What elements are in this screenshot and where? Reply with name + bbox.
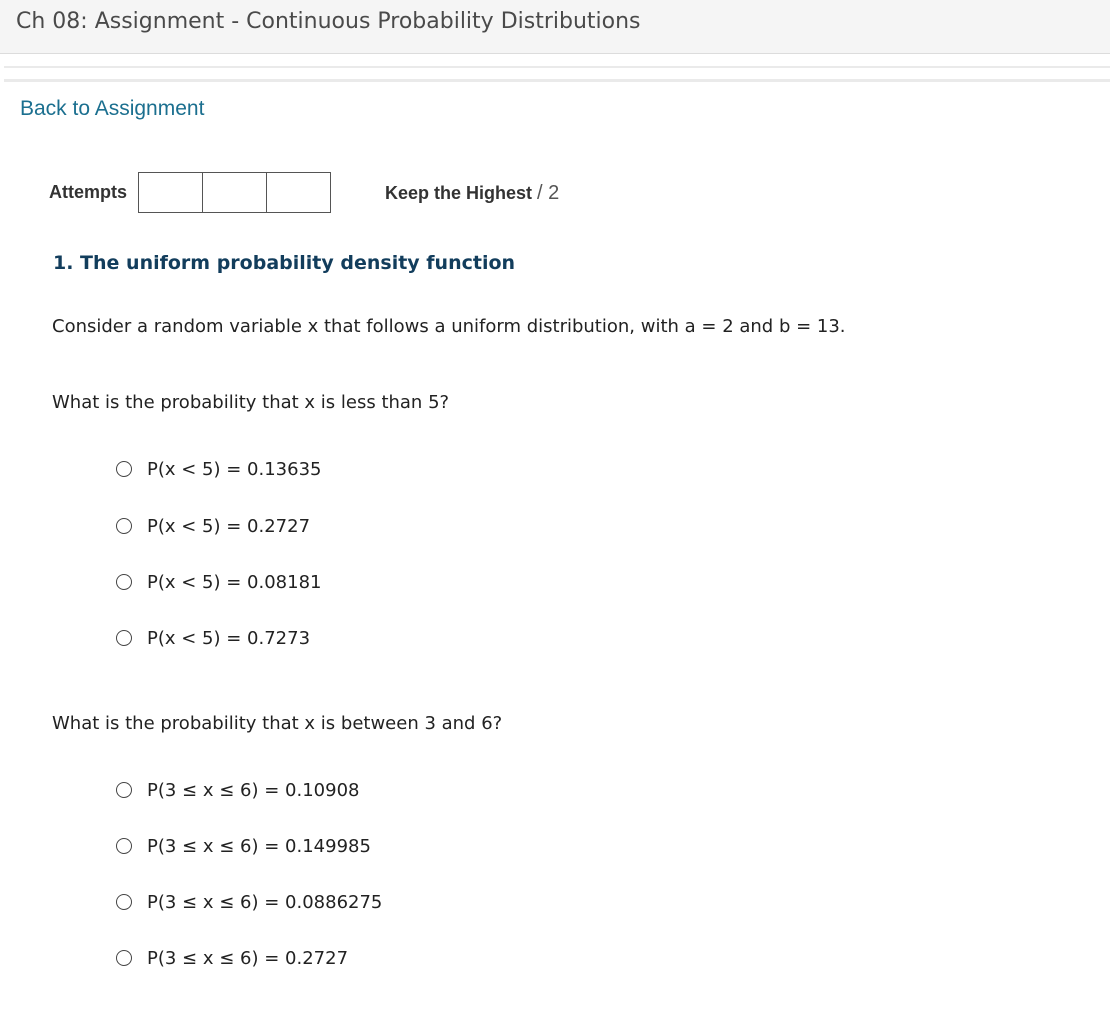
back-to-assignment-link[interactable]: Back to Assignment [20,97,205,120]
option-label: P(3 ≤ x ≤ 6) = 0.0886275 [147,891,383,913]
answer-option[interactable] [116,779,359,801]
grading-policy [385,182,559,205]
question-prompt: What is the probability that x is less than 5? [52,392,450,413]
radio-button[interactable] [116,574,132,590]
answer-option[interactable] [116,515,310,537]
header-bar [0,0,1110,54]
score-total: / 2 [537,182,560,204]
answer-option[interactable] [116,947,348,969]
radio-button[interactable] [116,838,132,854]
attempt-box [202,172,267,213]
question-title: 1. The uniform probability density function [53,252,516,274]
page-title: Ch 08: Assignment - Continuous Probability Distributions [16,9,641,34]
radio-button[interactable] [116,630,132,646]
answer-option[interactable] [116,627,310,649]
answer-option[interactable] [116,458,322,480]
attempts-label: Attempts [49,182,128,202]
option-label: P(x < 5) = 0.13635 [147,458,322,480]
option-label: P(x < 5) = 0.7273 [147,627,311,649]
radio-button[interactable] [116,518,132,534]
option-label: P(3 ≤ x ≤ 6) = 0.149985 [147,835,371,857]
attempt-box [138,172,203,213]
answer-option[interactable] [116,571,322,593]
radio-button[interactable] [116,950,132,966]
question-prompt: What is the probability that x is between 3 and 6? [52,713,503,734]
option-label: P(3 ≤ x ≤ 6) = 0.2727 [147,947,349,969]
keep-highest-label: Keep the Highest [385,183,533,203]
header-divider [4,66,1110,82]
option-label: P(3 ≤ x ≤ 6) = 0.10908 [147,779,360,801]
radio-button[interactable] [116,461,132,477]
attempt-boxes [138,172,330,213]
question-intro: Consider a random variable x that follows a uniform distribution, with a = 2 and b = 13. [52,316,846,337]
option-label: P(x < 5) = 0.08181 [147,571,322,593]
attempt-box [266,172,331,213]
answer-option[interactable] [116,891,382,913]
answer-option[interactable] [116,835,371,857]
option-label: P(x < 5) = 0.2727 [147,515,311,537]
radio-button[interactable] [116,782,132,798]
radio-button[interactable] [116,894,132,910]
